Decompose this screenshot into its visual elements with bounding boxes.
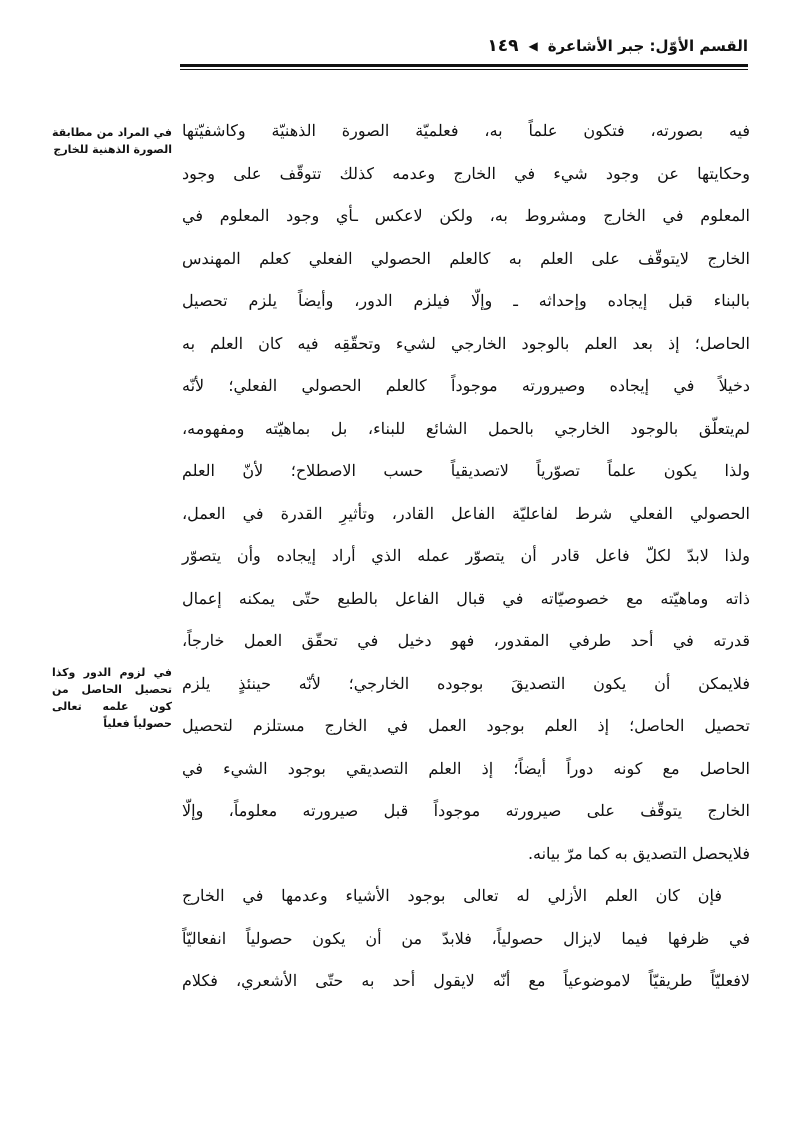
text-line: تحصيل الحاصل؛ إذ العلم بوجود العمل في الخارج مستلزم لتحصيل <box>182 716 750 735</box>
text-line: ولذا يكون علماً تصوّرياً لاتصديقياً حسب الاصطلاح؛ لأنّ العلم <box>182 461 750 480</box>
text-line: ذاته وماهيّته مع خصوصيّاته في قبال الفاعل بالطبع حتّى يمكنه إعمال <box>182 588 750 608</box>
margin-note-circularity: في لزوم الدور وكذا تحصيل الحاصل من كون علمه تعالى حصولياً فعلياً <box>52 666 172 730</box>
chapter-title: القسم الأوّل: جبر الأشاعرة <box>547 37 748 55</box>
text-line: الحاصل مع كونه دوراً أيضاً؛ إذ العلم التصديقي بوجود الشيء في <box>182 758 750 778</box>
header-rule-thick <box>180 64 748 67</box>
text-line: الخارج يتوقّف على صيرورته موجوداً قبل صيرورته معلوماً، وإلّا <box>182 801 750 820</box>
text-line: المعلوم في الخارج ومشروط به، ولكن لاعكس ـأي وجود المعلوم في <box>182 206 750 225</box>
text-line: الحاصل؛ إذ بعد العلم بالوجود الخارجي لشيء وتحقّقِه فيه كان العلم به <box>182 333 750 353</box>
text-line: دخيلاً في إيجاده وصيرورته موجوداً كالعلم الحصولي الفعلي؛ لأنّه <box>182 376 750 395</box>
text-line: ولذا لابدّ لكلّ فاعل قادر أن يتصوّر عمله الذي أراد إيجاده وأن يتصوّر <box>182 546 750 565</box>
text-line: الحصولي الفعلي شرط لفاعليّة الفاعل القادر، وتأثيرِ القدرة في العمل، <box>182 503 750 523</box>
text-line: وحكايتها عن وجود شيء في الخارج وعدمه كذلك تتوقّف على وجود <box>182 163 750 183</box>
body-text <box>182 110 750 1003</box>
margin-note-correspondence: في المراد من مطابقة الصورة الذهنية للخارج <box>52 126 172 156</box>
text-line: لافعليّاً طريقيّاً لاموضوعياً مع أنّه لايقول أحد به حتّى الأشعري، فكلام <box>182 971 750 990</box>
running-header <box>180 28 748 64</box>
page-number: ١٤٩ <box>487 36 519 56</box>
text-line: قدرته في أحد طرفي المقدور، فهو دخيل في تحقّق العمل خارجاً، <box>182 631 750 650</box>
text-line: فلايمكن أن يكون التصديقَ بوجوده الخارجي؛ لأنّه حينئذٍ يلزم <box>182 673 750 693</box>
paragraph-start-line: فإن كان العلم الأزلي له تعالى بوجود الأشياء وعدمها في الخارج <box>182 886 722 905</box>
text-line: بالبناء قبل إيجاده وإحداثه ـ وإلّا فيلزم الدور، وأيضاً يلزم تحصيل <box>182 291 750 310</box>
text-line: في ظرفها فيما لايزال حصولياً، فلابدّ من أن يكون حصولياً انفعاليّاً <box>182 928 750 948</box>
text-line: فيه بصورته، فتكون علماً به، فعلميّة الصورة الذهنيّة وكاشفيّتها <box>182 121 750 140</box>
text-line: لم‌يتعلّق بالوجود الخارجي بالحمل الشائع للبناء، بل بماهيّته ومفهومه، <box>182 418 750 438</box>
paragraph-end-line: فلايحصل التصديق به كما مرّ بيانه. <box>527 843 750 863</box>
text-line: الخارج لايتوقّف على العلم به كالعلم الحصولي الفعلي كعلم المهندس <box>182 248 750 268</box>
header-arrow-icon: ◀ <box>528 39 538 53</box>
header-rule-thin <box>180 69 748 70</box>
